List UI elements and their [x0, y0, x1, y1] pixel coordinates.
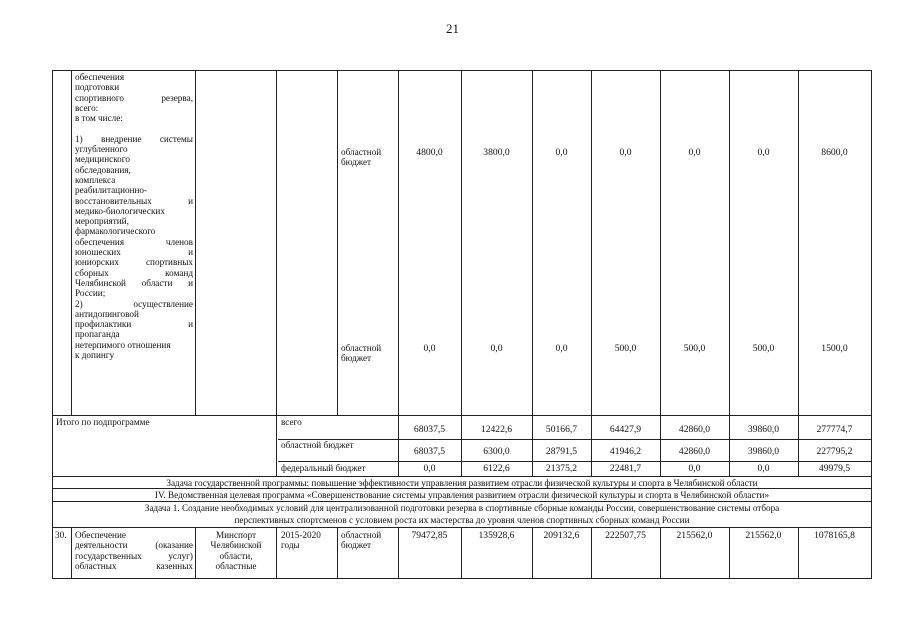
- value-cell: 0,0: [757, 463, 770, 474]
- item-text: 1): [75, 133, 83, 144]
- source-label: областной бюджет: [341, 530, 382, 551]
- item-text: и: [188, 247, 193, 258]
- period: 2015-2020 годы: [281, 530, 321, 551]
- item-text: государственных: [75, 550, 142, 561]
- item-text: углубленного: [75, 144, 128, 155]
- value-cell: 21375,2: [545, 463, 578, 474]
- value-cell: 22481,7: [609, 463, 642, 474]
- item-text: области: [141, 277, 173, 288]
- value-cell: 39860,0: [747, 446, 780, 457]
- value-cell: 227795,2: [816, 446, 853, 457]
- item-text: казенных: [156, 560, 193, 571]
- value-cell: 6300,0: [483, 446, 510, 457]
- row-name: [75, 530, 193, 571]
- value-cell: 0,0: [423, 463, 436, 474]
- value-cell: 135928,6: [478, 530, 515, 541]
- value-cell: 49979,5: [818, 463, 851, 474]
- value-cell: 0,0: [619, 147, 632, 158]
- item-text: России;: [75, 288, 106, 299]
- value-cell: 79472,85: [411, 530, 448, 541]
- task-heading-line: перспективных спортсменов с условием роста их мастерства до уровня членов спортивных сборных команд России: [234, 515, 690, 525]
- item-text: сборных: [75, 267, 109, 278]
- item-text: к допингу: [75, 350, 115, 361]
- item-text: всего:: [75, 102, 99, 113]
- item-text: юниорских: [75, 257, 119, 268]
- value-cell: 1500,0: [821, 343, 848, 354]
- item-text: деятельности: [75, 540, 128, 551]
- item-text: антидопинговой: [75, 308, 139, 319]
- item-text: спортивного: [75, 92, 124, 103]
- item-text: системы: [159, 133, 193, 144]
- item-text: медико-биологических: [75, 205, 165, 216]
- item-text: профилактики: [75, 319, 132, 330]
- value-cell: 41946,2: [609, 446, 642, 457]
- value-cell: 50166,7: [545, 424, 578, 435]
- value-cell: 0,0: [423, 343, 436, 354]
- row-number: 30.: [55, 530, 67, 540]
- value-cell: 215562,0: [745, 530, 782, 541]
- value-cell: 6122,6: [483, 463, 510, 474]
- item-text: и: [188, 195, 193, 206]
- value-cell: 0,0: [555, 343, 568, 354]
- source-label: областной бюджет: [281, 440, 354, 450]
- item-text: обеспечения: [75, 236, 125, 247]
- section-heading: IV. Ведомственная целевая программа «Совершенствование системы управления развитием отрасли физической культуры и спорта в Челябинской области»: [154, 490, 770, 500]
- value-cell: 215562,0: [676, 530, 713, 541]
- item-text: пропаганда: [75, 329, 120, 340]
- item-text: мероприятий,: [75, 216, 129, 227]
- source-label: всего: [281, 417, 302, 427]
- value-cell: 42860,0: [678, 424, 711, 435]
- item-text: медицинского: [75, 154, 130, 165]
- source-label: федеральный бюджет: [281, 463, 366, 473]
- value-cell: 0,0: [688, 463, 701, 474]
- item-text: Челябинской: [75, 277, 126, 288]
- item-text: обеспечения: [75, 72, 125, 82]
- value-cell: 42860,0: [678, 446, 711, 457]
- item-text: подготовки: [75, 82, 120, 93]
- item-text: областных: [75, 560, 117, 571]
- item-text: восстановительных: [75, 195, 152, 206]
- value-cell: 1078165,8: [814, 530, 855, 541]
- item-text: реабилитационно-: [75, 185, 148, 196]
- item-text: спортивных: [145, 257, 193, 268]
- value-cell: 3800,0: [483, 147, 510, 158]
- item-text: комплекса: [75, 174, 116, 185]
- value-cell: 0,0: [555, 147, 568, 158]
- item-text: внедрение: [101, 133, 142, 144]
- item-text: резерва,: [161, 92, 193, 103]
- item-name-block: [75, 72, 193, 360]
- value-cell: 68037,5: [413, 446, 446, 457]
- item-text: юношеских: [75, 247, 121, 258]
- item-text: членов: [165, 236, 193, 247]
- value-cell: 500,0: [752, 343, 775, 354]
- source-label: областной бюджет: [341, 343, 382, 364]
- value-cell: 64427,9: [609, 424, 642, 435]
- value-cell: 500,0: [614, 343, 637, 354]
- source-label: областной бюджет: [341, 147, 382, 168]
- state-program-task: Задача государственной программы: повышение эффективности управления развитием отрасли физической культуры и спорта в Челябинской области: [166, 478, 758, 488]
- value-cell: 8600,0: [821, 147, 848, 158]
- value-cell: 0,0: [490, 343, 503, 354]
- item-text: команд: [165, 267, 193, 278]
- executor: Минспорт Челябинской области, областные: [210, 530, 262, 571]
- item-text: осуществление: [133, 298, 193, 309]
- page-number: 21: [446, 21, 459, 36]
- value-cell: 28791,5: [545, 446, 578, 457]
- value-cell: 500,0: [683, 343, 706, 354]
- item-text: фармакологического: [75, 226, 156, 237]
- value-cell: 68037,5: [413, 424, 446, 435]
- item-text: услуг): [168, 550, 193, 561]
- item-text: обследования,: [75, 164, 131, 175]
- task-heading-line: Задача 1. Создание необходимых условий для централизованной подготовки резерва в спортивные сборные команды России, совершенствование системы отбора: [144, 503, 780, 513]
- item-text: (оказание: [155, 540, 193, 551]
- item-text: нетерпимого отношения: [75, 339, 171, 350]
- value-cell: 39860,0: [747, 424, 780, 435]
- value-cell: 222507,75: [605, 530, 646, 541]
- value-cell: 277774,7: [816, 424, 853, 435]
- value-cell: 12422,6: [480, 424, 513, 435]
- value-cell: 4800,0: [416, 147, 443, 158]
- item-text: Обеспечение: [75, 530, 126, 540]
- item-text: и: [188, 277, 193, 288]
- value-cell: 0,0: [688, 147, 701, 158]
- value-cell: 209132,6: [543, 530, 580, 541]
- value-cell: 0,0: [757, 147, 770, 158]
- item-text: в том числе:: [75, 113, 123, 124]
- subtotal-label: Итого по подпрограмме: [56, 417, 150, 427]
- item-text: 2): [75, 298, 83, 309]
- item-text: и: [188, 319, 193, 330]
